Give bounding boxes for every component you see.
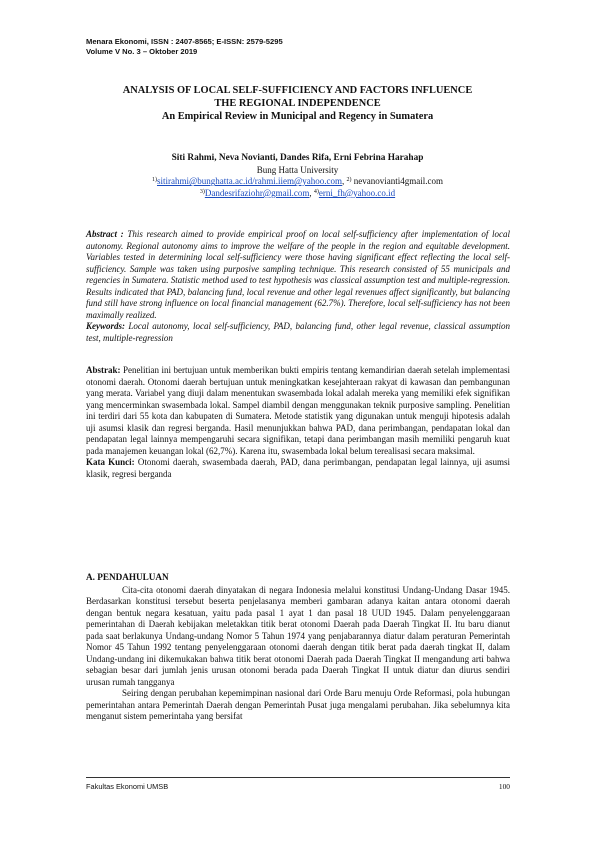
footer-faculty: Fakultas Ekonomi UMSB: [86, 782, 169, 791]
abstract-indonesian: [86, 365, 510, 480]
section-paragraph-1: Cita-cita otonomi daerah dinyatakan di negara Indonesia melalui konstitusi Undang-Undang Dasar 1945. Berdasarkan konstitusi tersebut beserta penjelasanya memberi gambaran adanya kaitan antara otonomi daerah dengan bentuk negara kesatuan, yaitu pada pasal 1 ayat 1 dan pasal 18 UUD 1945. Dalam penyelenggaraan pemerintahan di Daerah kebijakan meletakkan titik berat otonomi Daerah pada Daerah Tingkat II. Itu baru dianut pada saat berlakunya Undang-undang Nomor 5 Tahun 1974 yang penjabarannya diatur dalam peraturan Pemerintah Nomor 45 Tahun 1992 tentang penyelenggaraan otonomi daerah dengan titik berat pada daerah tingkat II, dalam Undang-undang ini dikemukakan bahwa titik berat otonomi Daerah pada Daerah Tingkat II mengandung arti bahwa sebagian besar dari jumlah jenis urusan otonomi berada pada Daerah Tingkat II untuk diatur dan diurus sendiri urusan rumah tangganya: [86, 584, 510, 687]
keywords-id-text: Otonomi daerah, swasembada daerah, PAD, dana perimbangan, pendapatan legal lainnya, uji asumsi klasik, regresi berganda: [86, 457, 510, 479]
page-number: 100: [498, 782, 510, 791]
keywords-en: [86, 321, 510, 344]
email-link-4[interactable]: erni_fh@yahoo.co.id: [318, 187, 396, 198]
email-link-3[interactable]: Dandesrifaziohr@gmail.com: [204, 187, 310, 198]
affiliation: Bung Hatta University: [256, 164, 339, 175]
abstract-english: [86, 229, 510, 344]
keywords-id: [86, 457, 510, 480]
author-names: Siti Rahmi, Neva Novianti, Dandes Rifa, Erni Febrina Harahap: [171, 153, 424, 163]
abstract-en-text: This research aimed to provide empirical proof on local self-sufficiency after implementation of local autonomy. Regional autonomy aims to improve the welfare of the people in the region and equitable development. Variables tested in determining local self-sufficiency were those having significant effect reflecting the local self-sufficiency. Sample was taken using purposive sampling technique. This research consisted of 55 municipals and regencies in Sumatera. Statistic method used to test hypothesis was classical assumption test and multiple-regression. Results indicated that PAD, balancing fund, local revenue and other legal revenues affect significantly, but balancing fund still have strong influence on local financial management (62.7%). Therefore, local self-sufficiency has not been maximally realized.: [86, 229, 511, 320]
abstract-en-paragraph: [86, 229, 510, 321]
journal-volume: Volume V No. 3 – Oktober 2019: [86, 46, 198, 56]
paper-title: [60, 85, 535, 123]
abstract-id-text: Penelitian ini bertujuan untuk memberikan bukti empiris tentang kemandirian daerah setelah implementasi otonomi daerah. Otonomi daerah bertujuan untuk meningkatkan kesejahteraan rakyat di kawasan dan pembangunan yang merata. Variabel yang diuji dalam menentukan swasembada lokal adalah mereka yang memiliki efek signifikan yang mencerminkan swasembada lokal. Sampel diambil dengan menggunakan teknik purposive sampling. Penelitian ini terdiri dari 55 kota dan kabupaten di Sumatera. Metode statistik yang digunakan untuk menguji hipotesis adalah uji asumsi klasik dan regresi berganda. Hasil menunjukkan bahwa PAD, dana perimbangan, pendapatan lokal dan pendapatan legal lainnya mempengaruhi secara signifikan, tetapi dana perimbangan masih memiliki pengaruh kuat pada manajemen keuangan lokal (62,7%). Karena itu, swasembada lokal belum terealisasi secara maksimal.: [86, 365, 511, 456]
journal-issn: Menara Ekonomi, ISSN : 2407-8565; E-ISSN: 2579-5295: [86, 37, 283, 46]
email-marker-2: 2): [346, 177, 352, 184]
keywords-id-label: Kata Kunci:: [86, 457, 135, 467]
abstract-id-paragraph: [86, 365, 510, 457]
email-marker-3: 3): [199, 188, 205, 195]
journal-header: [86, 37, 283, 56]
email-marker-4: 4): [313, 188, 319, 195]
title-line-1: ANALYSIS OF LOCAL SELF-SUFFICIENCY AND FACTORS INFLUENCE: [122, 85, 473, 96]
email-line-1: $^{1)}$sitirahmi@bunghatta.ac.id/rahmi.iiem@yahoo.com, $^{2)}$ nevanovianti4gmail.com: [151, 176, 444, 187]
author-block: [60, 153, 535, 199]
title-line-2: THE REGIONAL INDEPENDENCE: [214, 97, 381, 109]
section-introduction: [86, 572, 510, 723]
section-paragraph-2: Seiring dengan perubahan kepemimpinan nasional dari Orde Baru menuju Orde Reformasi, pola hubungan pemerintahan antara Pemerintah Daerah dengan Pemerintah Pusat juga mengalami perubahan. Jika sebelumnya kita menganut sistem pemerintaha yang bersifat: [86, 688, 510, 721]
email-text-2: nevanovianti4gmail.com: [353, 176, 444, 187]
email-marker-1: 1): [151, 177, 157, 184]
keywords-en-label: Keywords:: [86, 321, 125, 331]
abstract-en-label: Abstract :: [86, 229, 124, 239]
abstract-id-label: Abstrak:: [86, 365, 121, 375]
email-link-1[interactable]: sitirahmi@bunghatta.ac.id/rahmi.iiem@yahoo.com: [156, 176, 343, 187]
paper-subtitle: An Empirical Review in Municipal and Regency in Sumatera: [161, 110, 434, 122]
footer-divider: [86, 777, 510, 778]
keywords-en-text: Local autonomy, local self-sufficiency, PAD, balancing fund, other legal revenue, classical assumption test, multiple-regression: [86, 321, 511, 343]
email-line-2: $^{3)}$Dandesrifaziohr@gmail.com, $^{4)}$erni_fh@yahoo.co.id: [199, 187, 396, 198]
section-heading: A. PENDAHULUAN: [86, 572, 169, 582]
